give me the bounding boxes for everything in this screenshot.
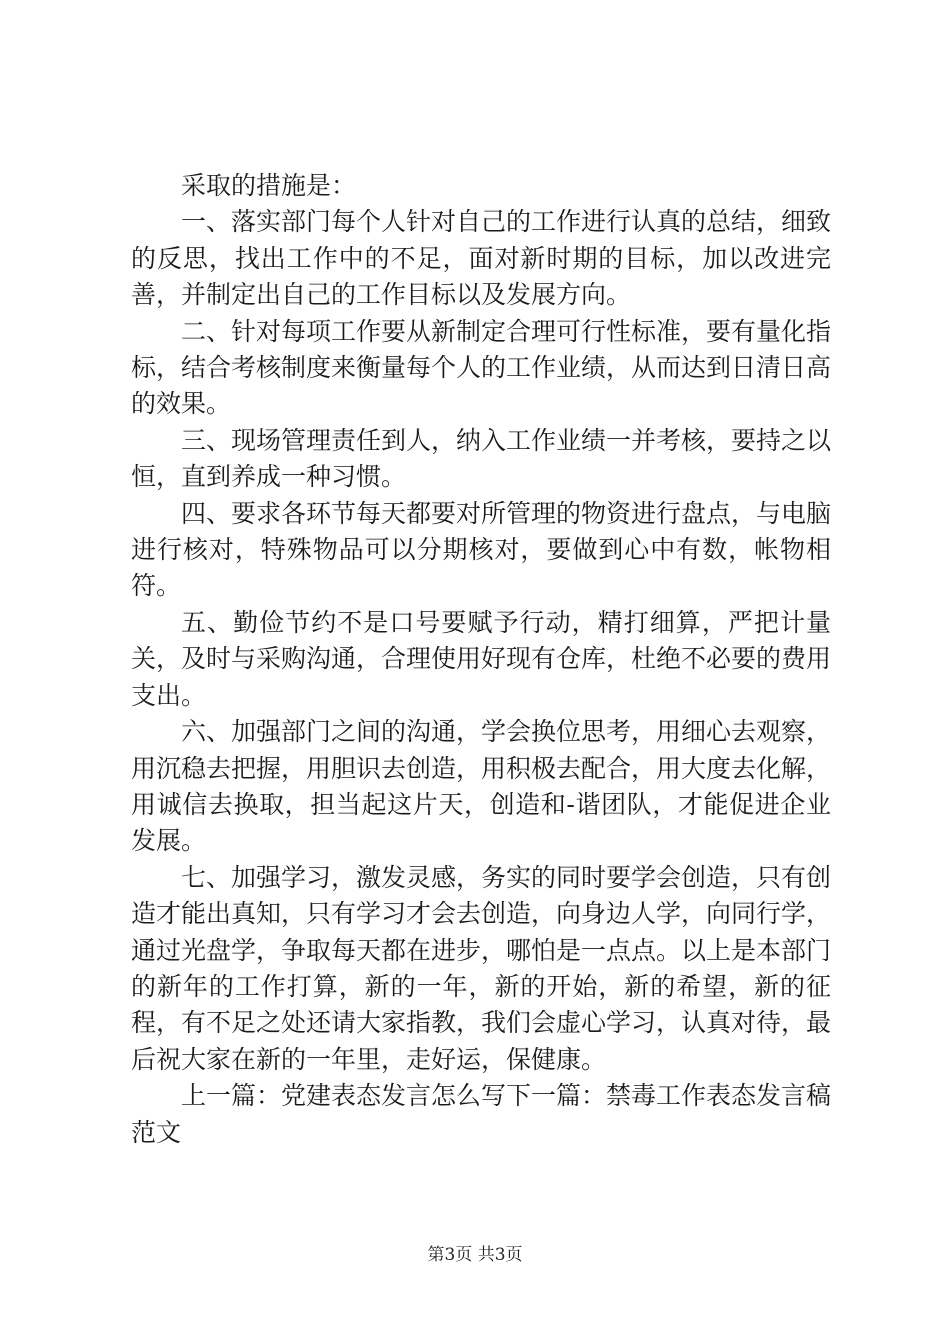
paragraph-measure-3: 三、现场管理责任到人，纳入工作业绩一并考核，要持之以恒，直到养成一种习惯。 [131,425,832,492]
paragraph-measure-6: 六、加强部门之间的沟通，学会换位思考，用细心去观察，用沉稳去把握，用胆识去创造，用积极去配合，用大度去化解，用诚信去换取，担当起这片天，创造和-谐团队，才能促进企业发展。 [131,717,832,856]
document-body [131,168,831,1151]
prev-next-article-links[interactable]: 上一篇：党建表态发言怎么写下一篇：禁毒工作表态发言稿范文 [131,1081,832,1147]
paragraph-measure-2: 二、针对每项工作要从新制定合理可行性标准，要有量化指标，结合考核制度来衡量每个人的工作业绩，从而达到日清日高的效果。 [131,316,832,419]
paragraph-measure-5: 五、勤俭节约不是口号要赋予行动，精打细算，严把计量关，及时与采购沟通，合理使用好现有仓库，杜绝不必要的费用支出。 [131,607,832,710]
paragraph-measure-4: 四、要求各环节每天都要对所管理的物资进行盘点，与电脑进行核对，特殊物品可以分期核对，要做到心中有数，帐物相符。 [131,498,832,601]
paragraph-intro: 采取的措施是： [181,171,357,200]
paragraph-measure-1: 一、落实部门每个人针对自己的工作进行认真的总结，细致的反思，找出工作中的不足，面对新时期的目标，加以改进完善，并制定出自己的工作目标以及发展方向。 [131,207,832,310]
page-number-footer: 第3页 共3页 [427,1245,523,1265]
paragraph-measure-7: 七、加强学习，激发灵感，务实的同时要学会创造，只有创造才能出真知，只有学习才会去创造，向身边人学，向同行学，通过光盘学，争取每天都在进步，哪怕是一点点。以上是本部门的新年的工作打算，新的一年，新的开始，新的希望，新的征程，有不足之处还请大家指教，我们会虚心学习，认真对待，最后祝大家在新的一年里，走好运，保健康。 [131,862,832,1074]
